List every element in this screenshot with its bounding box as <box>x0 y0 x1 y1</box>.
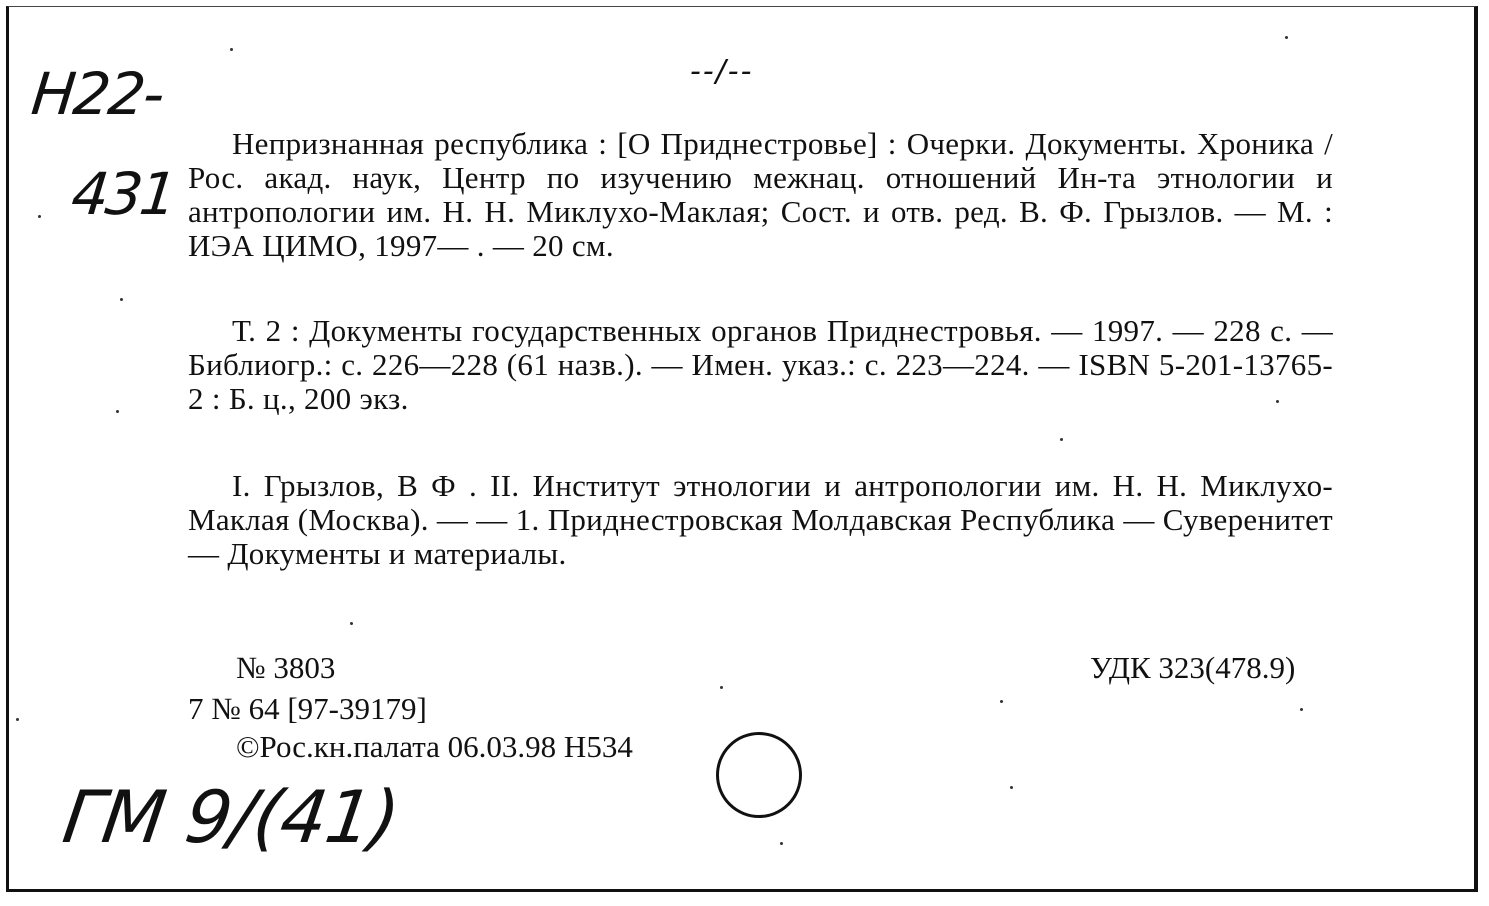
speck <box>1000 700 1003 703</box>
subject-tracing: I. Грызлов, В Ф . II. Институт этнологии и антропологии им. Н. Н. Миклухо-Маклая (Москва). — — 1. Приднестровская Молдавская Республика — Суверенитет — Документы и материалы. <box>188 468 1333 571</box>
speck <box>116 410 119 413</box>
registration-number: № 3803 <box>236 650 336 685</box>
speck <box>38 215 41 218</box>
handwritten-top-mark: --/-- <box>690 54 754 89</box>
punch-hole <box>716 732 802 818</box>
speck <box>1060 438 1063 441</box>
udk-classification: УДК 323(478.9) <box>1090 650 1296 685</box>
speck <box>1285 36 1288 39</box>
record-number: 7 № 64 [97-39179] <box>188 691 427 726</box>
speck <box>1300 708 1303 711</box>
handwritten-call-number-line2: 431 <box>68 160 178 228</box>
speck <box>16 718 19 721</box>
speck <box>350 622 353 625</box>
speck <box>720 686 723 689</box>
speck <box>230 48 233 51</box>
handwritten-bottom-note: ГМ 9/(41) <box>58 775 404 859</box>
speck <box>120 298 123 301</box>
speck <box>1276 400 1279 403</box>
bibliographic-entry: Непризнанная республика : [О Приднестровье] : Очерки. Документы. Хроника / Рос. акад. наук, Центр по изучению межнац. отношений Ин-та этнологии и антропологии им. Н. Н. Миклухо-Маклая; Сост. и отв. ред. В. Ф. Грызлов. — М. : ИЭА ЦИМО, 1997— . — 20 см. <box>188 126 1333 263</box>
copyright-line: ©Рос.кн.палата 06.03.98 Н534 <box>236 729 633 764</box>
handwritten-call-number-line1: Н22- <box>28 60 166 128</box>
speck <box>1010 786 1013 789</box>
volume-description: Т. 2 : Документы государственных органов Приднестровья. — 1997. — 228 с. — Библиогр.: с. 226—228 (61 назв.). — Имен. указ.: с. 223—224. — ISBN 5-201-13765-2 : Б. ц., 200 экз. <box>188 313 1333 416</box>
speck <box>780 842 783 845</box>
